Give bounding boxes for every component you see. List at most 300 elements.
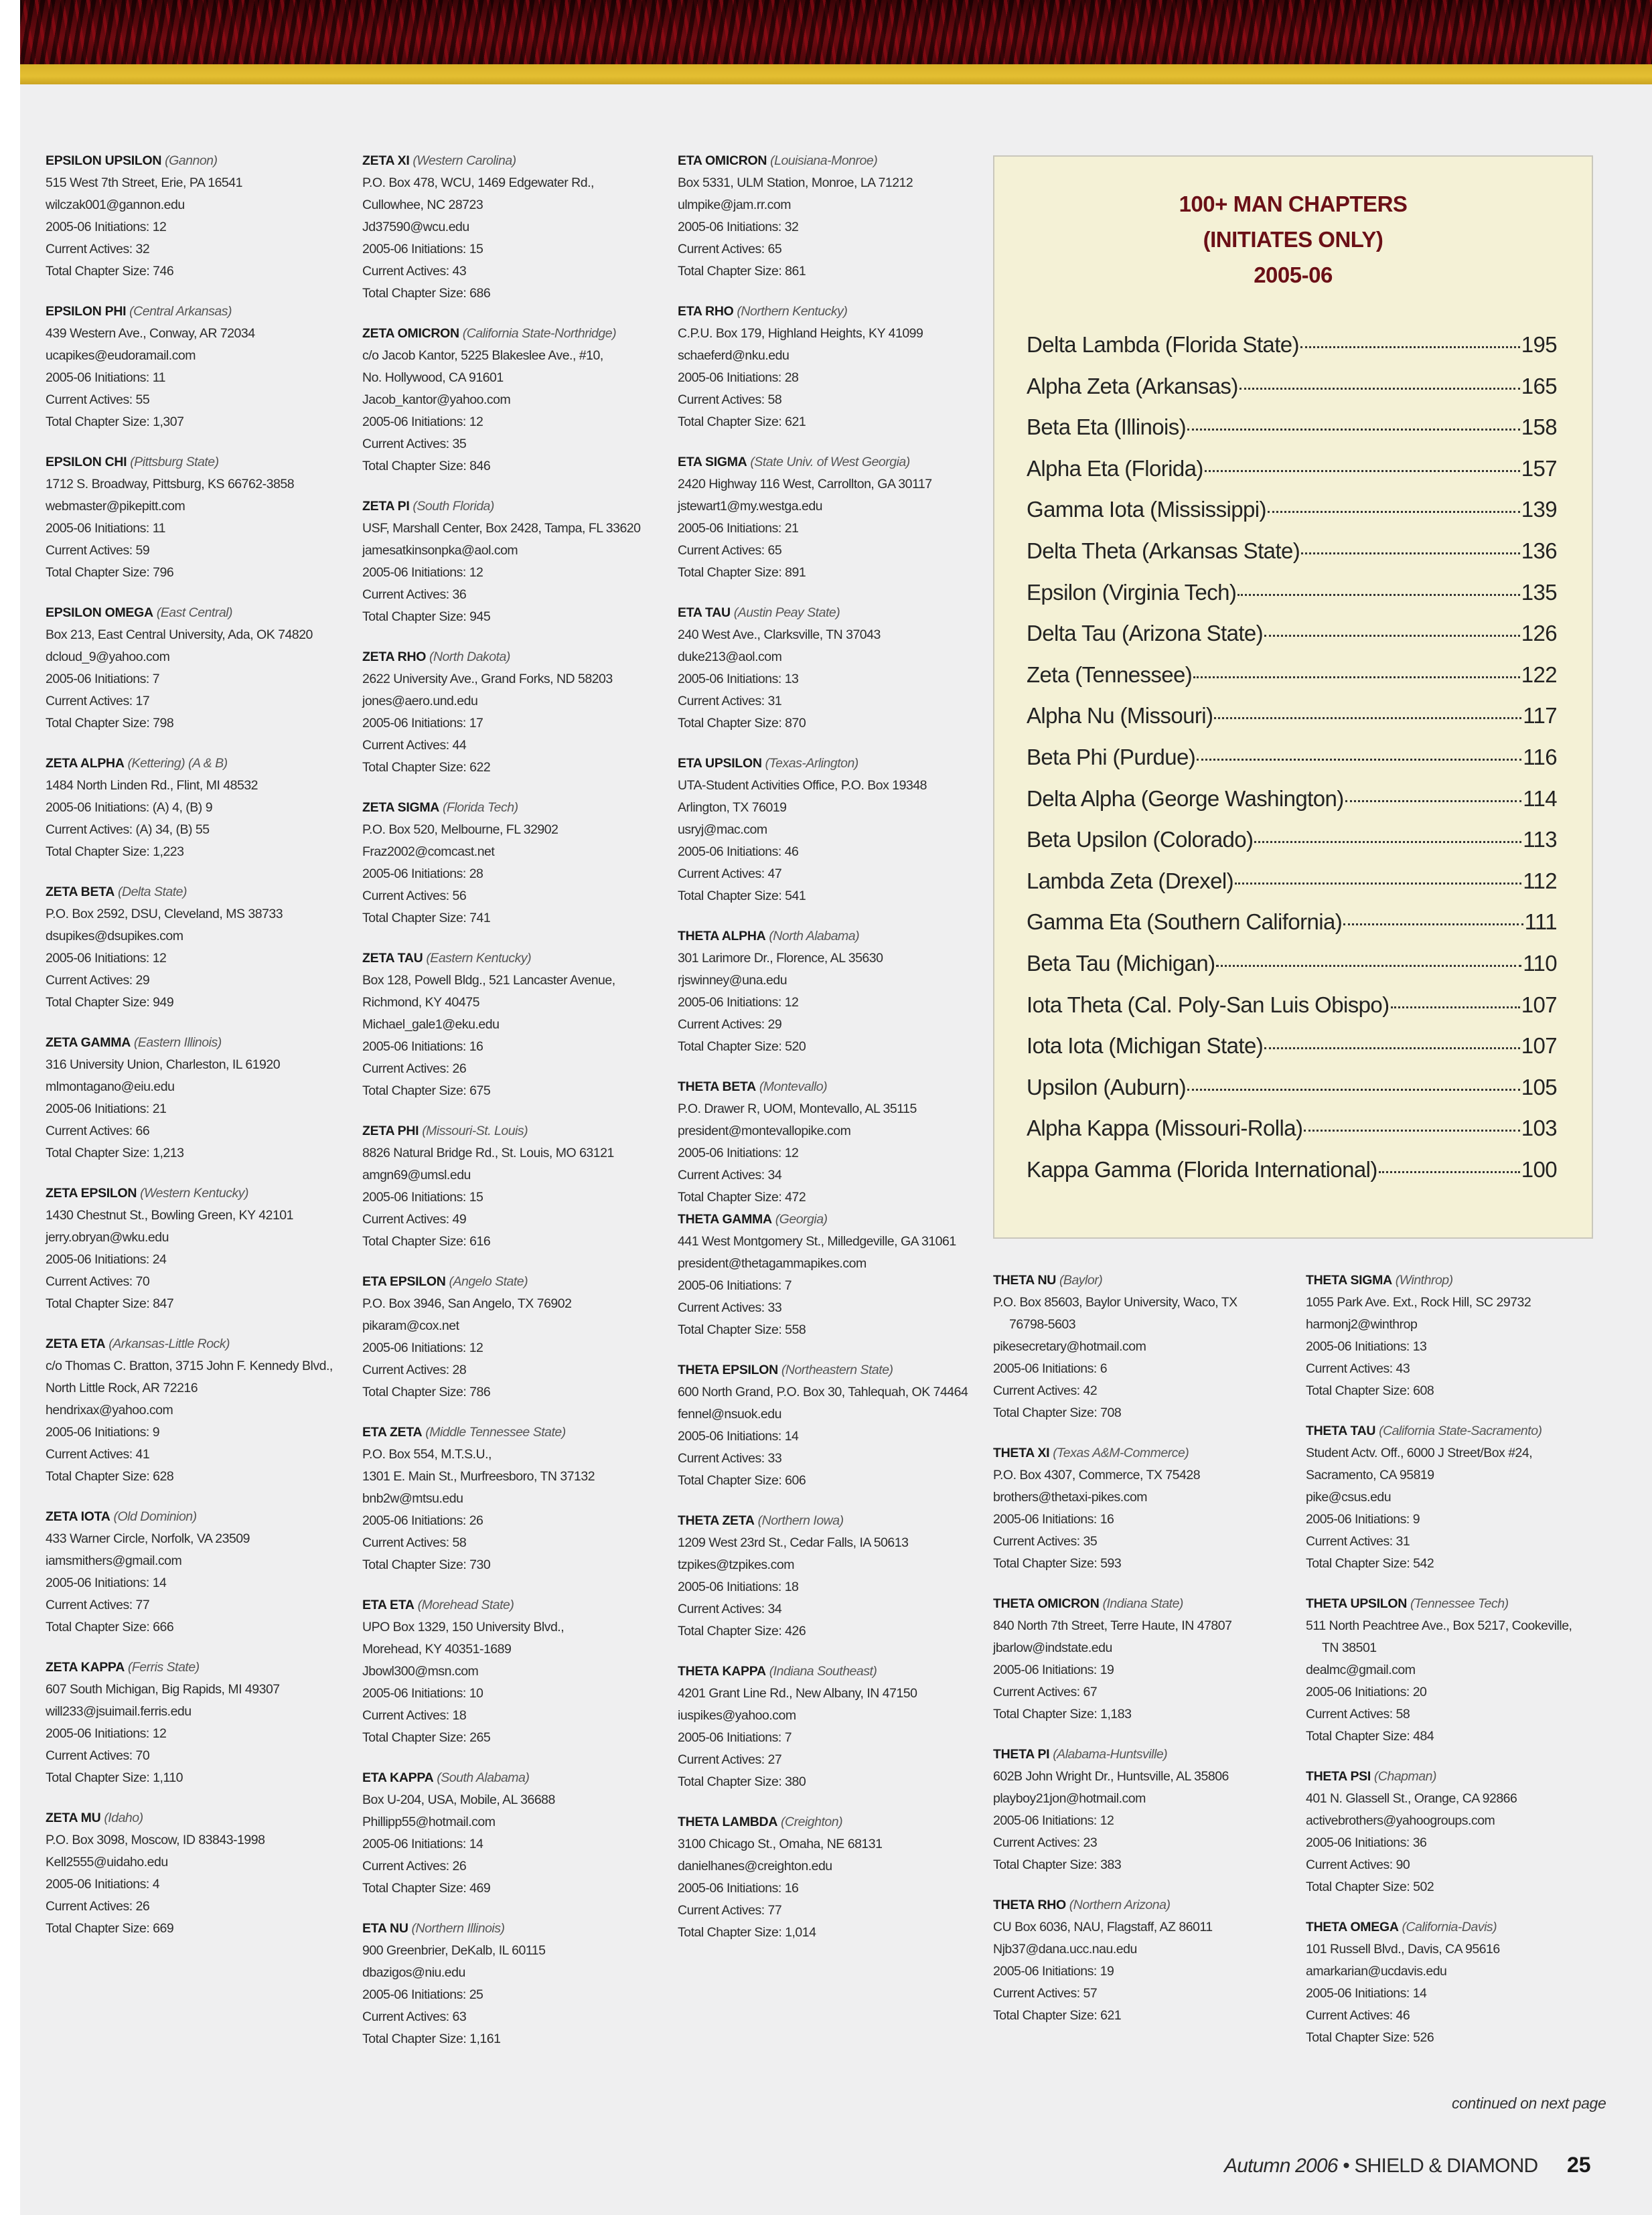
chapter-school: (Texas A&M-Commerce) bbox=[1053, 1446, 1189, 1460]
ranking-initiate-count: 136 bbox=[1521, 538, 1557, 563]
chapter-heading bbox=[362, 1422, 670, 1444]
chapter-address: TN 38501 bbox=[1322, 1640, 1377, 1655]
chapter-entry bbox=[362, 947, 670, 1102]
ranking-row bbox=[1027, 538, 1557, 580]
chapter-email[interactable]: schaeferd@nku.edu bbox=[678, 348, 790, 363]
chapter-address: CU Box 6036, NAU, Flagstaff, AZ 86011 bbox=[993, 1920, 1213, 1934]
chapter-actives: Current Actives: 49 bbox=[362, 1212, 467, 1227]
ranking-initiate-count: 195 bbox=[1521, 332, 1557, 357]
chapter-email[interactable]: bnb2w@mtsu.edu bbox=[362, 1491, 463, 1506]
dot-leader bbox=[1301, 552, 1520, 554]
chapter-email[interactable]: jstewart1@my.westga.edu bbox=[678, 499, 823, 514]
chapter-name: ZETA XI bbox=[362, 153, 410, 168]
chapter-total-size: Total Chapter Size: 666 bbox=[46, 1620, 174, 1634]
chapter-school: (Missouri-St. Louis) bbox=[422, 1124, 528, 1138]
chapter-address: P.O. Drawer R, UOM, Montevallo, AL 35115 bbox=[678, 1101, 917, 1116]
chapter-actives: Current Actives: 32 bbox=[46, 242, 150, 256]
chapter-name: ETA UPSILON bbox=[678, 756, 762, 771]
chapter-entry bbox=[1306, 1420, 1614, 1575]
chapter-name: ETA OMICRON bbox=[678, 153, 767, 168]
chapter-email[interactable]: rjswinney@una.edu bbox=[678, 973, 787, 988]
chapter-school: (Idaho) bbox=[104, 1811, 143, 1825]
ranking-chapter-name: Alpha Zeta (Arkansas) bbox=[1027, 373, 1238, 398]
footer-issue-line bbox=[1224, 2155, 1537, 2178]
chapter-email[interactable]: jamesatkinsonpka@aol.com bbox=[362, 543, 518, 558]
chapter-heading bbox=[1306, 1420, 1614, 1442]
chapter-initiations: 2005-06 Initiations: 9 bbox=[1306, 1512, 1420, 1527]
ranking-chapter-name: Iota Iota (Michigan State) bbox=[1027, 1033, 1264, 1059]
ranking-chapter-name: Delta Lambda (Florida State) bbox=[1027, 332, 1299, 357]
chapter-school: (Morehead State) bbox=[417, 1598, 514, 1612]
ranking-initiate-count: 107 bbox=[1521, 992, 1557, 1017]
chapter-heading bbox=[678, 602, 986, 624]
chapter-email[interactable]: amgn69@umsl.edu bbox=[362, 1168, 471, 1182]
ranking-row bbox=[1027, 909, 1557, 951]
chapter-total-size: Total Chapter Size: 861 bbox=[678, 264, 806, 279]
chapter-school: (East Central) bbox=[156, 605, 233, 620]
chapter-heading bbox=[46, 753, 354, 775]
dot-leader bbox=[1214, 717, 1521, 719]
chapter-name: EPSILON CHI bbox=[46, 455, 127, 469]
ranking-initiate-count: 103 bbox=[1521, 1116, 1557, 1141]
chapter-school: (Texas-Arlington) bbox=[765, 756, 858, 771]
chapter-actives: Current Actives: 26 bbox=[46, 1899, 150, 1914]
chapter-actives: Current Actives: 57 bbox=[993, 1986, 1098, 2001]
chapter-entry bbox=[1306, 1766, 1614, 1898]
chapter-initiations: 2005-06 Initiations: 28 bbox=[678, 370, 799, 385]
chapter-email[interactable]: jbarlow@indstate.edu bbox=[993, 1640, 1112, 1655]
chapter-email[interactable]: Kell2555@uidaho.edu bbox=[46, 1855, 168, 1869]
chapter-heading bbox=[678, 1510, 986, 1532]
chapter-heading bbox=[362, 150, 670, 172]
sidebar-title-line: (INITIATES ONLY) bbox=[1203, 227, 1383, 252]
chapter-initiations: 2005-06 Initiations: (A) 4, (B) 9 bbox=[46, 800, 213, 815]
chapter-entry bbox=[678, 1661, 986, 1793]
chapter-entry bbox=[678, 451, 986, 584]
chapter-school: (South Alabama) bbox=[437, 1770, 530, 1785]
ranking-row bbox=[1027, 580, 1557, 621]
chapter-initiations: 2005-06 Initiations: 24 bbox=[46, 1252, 167, 1267]
chapter-actives: Current Actives: 33 bbox=[678, 1300, 782, 1315]
chapter-entry bbox=[46, 301, 354, 433]
chapter-total-size: Total Chapter Size: 383 bbox=[993, 1857, 1122, 1872]
chapter-address: 515 West 7th Street, Erie, PA 16541 bbox=[46, 175, 242, 190]
chapter-address: 2420 Highway 116 West, Carrollton, GA 30117 bbox=[678, 477, 932, 491]
chapter-initiations: 2005-06 Initiations: 28 bbox=[362, 866, 483, 881]
chapter-address: Sacramento, CA 95819 bbox=[1306, 1468, 1434, 1482]
chapter-name: THETA OMICRON bbox=[993, 1596, 1100, 1611]
chapter-school: (Chapman) bbox=[1373, 1769, 1436, 1784]
chapter-total-size: Total Chapter Size: 616 bbox=[362, 1234, 491, 1249]
chapter-total-size: Total Chapter Size: 1,307 bbox=[46, 414, 184, 429]
chapter-email[interactable]: pikaram@cox.net bbox=[362, 1318, 459, 1333]
chapter-email[interactable]: danielhanes@creighton.edu bbox=[678, 1859, 832, 1874]
chapter-name: ZETA MU bbox=[46, 1811, 101, 1825]
chapter-initiations: 2005-06 Initiations: 21 bbox=[46, 1101, 167, 1116]
chapter-name: ZETA EPSILON bbox=[46, 1186, 137, 1201]
chapter-school: (Old Dominion) bbox=[113, 1509, 197, 1524]
chapter-total-size: Total Chapter Size: 669 bbox=[46, 1921, 174, 1936]
chapter-name: THETA NU bbox=[993, 1273, 1057, 1288]
chapter-address: USF, Marshall Center, Box 2428, Tampa, FL 33620 bbox=[362, 521, 641, 536]
chapter-heading bbox=[362, 646, 670, 668]
ranking-chapter-name: Epsilon (Virginia Tech) bbox=[1027, 579, 1237, 605]
chapter-initiations: 2005-06 Initiations: 13 bbox=[678, 672, 799, 686]
chapter-entry bbox=[1306, 1270, 1614, 1402]
chapter-name: THETA GAMMA bbox=[678, 1212, 772, 1227]
chapter-address: P.O. Box 478, WCU, 1469 Edgewater Rd., bbox=[362, 175, 594, 190]
chapter-actives: Current Actives: 70 bbox=[46, 1748, 150, 1763]
chapter-school: (Northern Iowa) bbox=[757, 1513, 844, 1528]
chapter-email[interactable]: Phillipp55@hotmail.com bbox=[362, 1815, 496, 1829]
ranking-row bbox=[1027, 1157, 1557, 1199]
chapter-total-size: Total Chapter Size: 628 bbox=[46, 1469, 174, 1484]
chapter-email[interactable]: mlmontagano@eiu.edu bbox=[46, 1079, 175, 1094]
chapter-entry bbox=[678, 602, 986, 735]
chapter-heading bbox=[46, 1182, 354, 1205]
chapter-name: ZETA KAPPA bbox=[46, 1660, 125, 1675]
chapter-school: (Central Arkansas) bbox=[129, 304, 232, 319]
chapter-heading bbox=[362, 797, 670, 819]
chapter-initiations: 2005-06 Initiations: 15 bbox=[362, 242, 483, 256]
chapter-address: 600 North Grand, P.O. Box 30, Tahlequah, OK 74464 bbox=[678, 1385, 968, 1399]
chapter-address: 602B John Wright Dr., Huntsville, AL 35806 bbox=[993, 1769, 1229, 1784]
dot-leader bbox=[1235, 883, 1521, 885]
chapter-heading bbox=[46, 150, 354, 172]
chapter-email[interactable]: Jacob_kantor@yahoo.com bbox=[362, 392, 511, 407]
chapter-email[interactable]: amarkarian@ucdavis.edu bbox=[1306, 1964, 1447, 1979]
chapter-school: (Alabama-Huntsville) bbox=[1053, 1747, 1168, 1762]
chapter-name: THETA OMEGA bbox=[1306, 1920, 1399, 1934]
ranking-chapter-name: Alpha Eta (Florida) bbox=[1027, 455, 1203, 481]
ranking-chapter-name: Beta Tau (Michigan) bbox=[1027, 950, 1215, 976]
chapter-email[interactable]: dbazigos@niu.edu bbox=[362, 1965, 465, 1980]
chapter-email[interactable]: harmonj2@winthrop bbox=[1306, 1317, 1418, 1332]
chapter-school: (North Dakota) bbox=[429, 650, 510, 664]
chapter-email[interactable]: president@thetagammapikes.com bbox=[678, 1256, 867, 1271]
chapter-initiations: 2005-06 Initiations: 11 bbox=[46, 521, 165, 536]
ranking-chapter-name: Kappa Gamma (Florida International) bbox=[1027, 1156, 1377, 1182]
chapter-address: Cullowhee, NC 28723 bbox=[362, 198, 483, 212]
chapter-address: North Little Rock, AR 72216 bbox=[46, 1381, 198, 1395]
chapter-initiations: 2005-06 Initiations: 19 bbox=[993, 1663, 1114, 1677]
chapter-actives: Current Actives: 23 bbox=[993, 1835, 1098, 1850]
dot-leader bbox=[1240, 388, 1520, 390]
chapter-entry bbox=[46, 1807, 354, 1940]
chapter-email[interactable]: dealmc@gmail.com bbox=[1306, 1663, 1416, 1677]
dot-leader bbox=[1391, 1006, 1520, 1008]
dot-leader bbox=[1264, 635, 1520, 637]
ranking-initiate-count: 135 bbox=[1521, 579, 1557, 605]
chapter-entry bbox=[46, 1182, 354, 1315]
ranking-chapter-name: Zeta (Tennessee) bbox=[1027, 662, 1193, 687]
ranking-chapter-name: Gamma Iota (Mississippi) bbox=[1027, 497, 1266, 522]
chapter-name: THETA TAU bbox=[1306, 1424, 1376, 1438]
chapter-name: THETA XI bbox=[993, 1446, 1050, 1460]
dot-leader bbox=[1379, 1171, 1520, 1173]
ranking-chapter-name: Beta Eta (Illinois) bbox=[1027, 414, 1187, 440]
chapter-school: (Florida Tech) bbox=[443, 800, 518, 815]
chapter-address: Student Actv. Off., 6000 J Street/Box #24, bbox=[1306, 1446, 1533, 1460]
chapter-actives: Current Actives: 58 bbox=[678, 392, 782, 407]
chapter-total-size: Total Chapter Size: 526 bbox=[1306, 2030, 1434, 2045]
chapter-heading bbox=[46, 1657, 354, 1679]
chapter-heading bbox=[362, 1767, 670, 1789]
chapter-actives: Current Actives: 31 bbox=[1306, 1534, 1410, 1549]
chapter-school: (Montevallo) bbox=[759, 1079, 828, 1094]
chapter-total-size: Total Chapter Size: 469 bbox=[362, 1881, 491, 1896]
chapter-school: (California State-Northridge) bbox=[462, 326, 617, 341]
chapter-total-size: Total Chapter Size: 622 bbox=[362, 760, 491, 775]
chapter-total-size: Total Chapter Size: 606 bbox=[678, 1473, 806, 1488]
chapter-entry bbox=[678, 753, 986, 907]
chapter-actives: Current Actives: 58 bbox=[1306, 1707, 1410, 1722]
chapter-address: c/o Jacob Kantor, 5225 Blakeslee Ave., #10, bbox=[362, 348, 603, 363]
sidebar-title-line: 100+ MAN CHAPTERS bbox=[1179, 192, 1408, 216]
chapter-initiations: 2005-06 Initiations: 12 bbox=[362, 1341, 483, 1355]
chapter-email[interactable]: Jd37590@wcu.edu bbox=[362, 220, 469, 234]
chapter-entry bbox=[993, 1744, 1301, 1876]
chapter-address: 316 University Union, Charleston, IL 61920 bbox=[46, 1057, 281, 1072]
chapter-email[interactable]: Jbowl300@msn.com bbox=[362, 1664, 479, 1679]
chapter-email[interactable]: brothers@thetaxi-pikes.com bbox=[993, 1490, 1148, 1505]
chapter-email[interactable]: webmaster@pikepitt.com bbox=[46, 499, 185, 514]
ranking-initiate-count: 114 bbox=[1523, 785, 1557, 811]
chapter-actives: Current Actives: 31 bbox=[678, 694, 782, 708]
chapter-name: ETA RHO bbox=[678, 304, 734, 319]
chapter-actives: Current Actives: 65 bbox=[678, 543, 782, 558]
chapter-initiations: 2005-06 Initiations: 14 bbox=[678, 1429, 799, 1444]
chapter-email[interactable]: ucapikes@eudoramail.com bbox=[46, 348, 196, 363]
chapter-entry bbox=[46, 753, 354, 863]
dot-leader bbox=[1345, 800, 1522, 802]
continued-note: continued on next page bbox=[1452, 2094, 1606, 2112]
chapter-email[interactable]: usryj@mac.com bbox=[678, 822, 767, 837]
chapter-actives: Current Actives: 26 bbox=[362, 1859, 467, 1874]
chapter-initiations: 2005-06 Initiations: 21 bbox=[678, 521, 799, 536]
chapter-email[interactable]: jerry.obryan@wku.edu bbox=[46, 1230, 169, 1245]
chapter-total-size: Total Chapter Size: 798 bbox=[46, 716, 174, 731]
chapter-actives: Current Actives: 34 bbox=[678, 1168, 782, 1182]
dot-leader bbox=[1187, 1089, 1520, 1091]
chapter-email[interactable]: will233@jsuimail.ferris.edu bbox=[46, 1704, 192, 1719]
chapter-school: (Eastern Illinois) bbox=[133, 1035, 222, 1050]
chapter-address: Box U-204, USA, Mobile, AL 36688 bbox=[362, 1792, 555, 1807]
chapter-total-size: Total Chapter Size: 945 bbox=[362, 609, 491, 624]
chapter-entry bbox=[993, 1442, 1301, 1575]
dot-leader bbox=[1216, 965, 1521, 967]
chapter-address: P.O. Box 3098, Moscow, ID 83843-1998 bbox=[46, 1833, 265, 1847]
chapter-email[interactable]: president@montevallopike.com bbox=[678, 1124, 851, 1138]
chapter-initiations: 2005-06 Initiations: 14 bbox=[1306, 1986, 1427, 2001]
chapter-school: (Georgia) bbox=[775, 1212, 828, 1227]
chapter-actives: Current Actives: 47 bbox=[678, 866, 782, 881]
chapter-school: (State Univ. of West Georgia) bbox=[750, 455, 910, 469]
chapter-school: (South Florida) bbox=[412, 499, 494, 514]
chapter-email[interactable]: jones@aero.und.edu bbox=[362, 694, 478, 708]
chapter-name: ZETA RHO bbox=[362, 650, 427, 664]
dot-leader bbox=[1304, 1130, 1519, 1132]
chapter-initiations: 2005-06 Initiations: 17 bbox=[362, 716, 483, 731]
chapter-address: 511 North Peachtree Ave., Box 5217, Cookeville, bbox=[1306, 1618, 1572, 1633]
chapter-email[interactable]: tzpikes@tzpikes.com bbox=[678, 1557, 794, 1572]
chapter-email[interactable]: playboy21jon@hotmail.com bbox=[993, 1791, 1146, 1806]
ranking-chapter-name: Delta Alpha (George Washington) bbox=[1027, 785, 1344, 811]
chapter-name: THETA ZETA bbox=[678, 1513, 755, 1528]
chapter-initiations: 2005-06 Initiations: 12 bbox=[46, 220, 167, 234]
chapter-heading bbox=[993, 1442, 1301, 1464]
ranking-initiate-count: 117 bbox=[1523, 703, 1557, 729]
chapter-actives: Current Actives: 29 bbox=[46, 973, 150, 988]
chapter-school: (Middle Tennessee State) bbox=[425, 1425, 566, 1440]
chapter-heading bbox=[362, 947, 670, 970]
chapter-total-size: Total Chapter Size: 1,110 bbox=[46, 1770, 183, 1785]
chapter-email[interactable]: dsupikes@dsupikes.com bbox=[46, 929, 183, 943]
chapter-total-size: Total Chapter Size: 708 bbox=[993, 1405, 1122, 1420]
chapter-address: Box 5331, ULM Station, Monroe, LA 71212 bbox=[678, 175, 913, 190]
chapter-total-size: Total Chapter Size: 847 bbox=[46, 1296, 174, 1311]
chapter-email[interactable]: ulmpike@jam.rr.com bbox=[678, 198, 791, 212]
chapter-name: ETA EPSILON bbox=[362, 1274, 446, 1289]
chapter-name: ZETA SIGMA bbox=[362, 800, 440, 815]
chapter-initiations: 2005-06 Initiations: 4 bbox=[46, 1877, 160, 1892]
chapter-heading bbox=[46, 301, 354, 323]
chapter-total-size: Total Chapter Size: 1,183 bbox=[993, 1707, 1132, 1722]
chapter-address: 240 West Ave., Clarksville, TN 37043 bbox=[678, 627, 881, 642]
chapter-name: THETA UPSILON bbox=[1306, 1596, 1408, 1611]
ranking-row bbox=[1027, 1075, 1557, 1116]
chapter-name: THETA KAPPA bbox=[678, 1664, 766, 1679]
chapter-initiations: 2005-06 Initiations: 12 bbox=[46, 1726, 167, 1741]
chapter-entry bbox=[678, 1811, 986, 1944]
chapter-initiations: 2005-06 Initiations: 13 bbox=[1306, 1339, 1427, 1354]
chapter-initiations: 2005-06 Initiations: 26 bbox=[362, 1513, 483, 1528]
chapter-email[interactable]: iamsmithers@gmail.com bbox=[46, 1553, 182, 1568]
ranking-row bbox=[1027, 1116, 1557, 1157]
chapter-entry bbox=[678, 1359, 986, 1492]
chapter-actives: Current Actives: 67 bbox=[993, 1685, 1098, 1699]
chapter-email[interactable]: activebrothers@yahoogroups.com bbox=[1306, 1813, 1495, 1828]
chapter-heading bbox=[46, 1333, 354, 1355]
chapter-email[interactable]: hendrixax@yahoo.com bbox=[46, 1403, 173, 1418]
chapter-address: 900 Greenbrier, DeKalb, IL 60115 bbox=[362, 1943, 546, 1958]
ranking-initiate-count: 111 bbox=[1524, 909, 1557, 935]
chapter-school: (Angelo State) bbox=[449, 1274, 528, 1289]
chapter-total-size: Total Chapter Size: 265 bbox=[362, 1730, 491, 1745]
chapter-heading bbox=[362, 1918, 670, 1940]
chapter-school: (Western Kentucky) bbox=[140, 1186, 248, 1201]
chapter-total-size: Total Chapter Size: 380 bbox=[678, 1774, 806, 1789]
header-banner bbox=[20, 0, 1652, 64]
chapter-entry bbox=[362, 1767, 670, 1900]
chapter-total-size: Total Chapter Size: 472 bbox=[678, 1190, 806, 1205]
chapter-heading bbox=[362, 495, 670, 518]
chapter-heading bbox=[1306, 1916, 1614, 1938]
ranking-initiate-count: 165 bbox=[1521, 373, 1557, 398]
ranking-chapter-name: Upsilon (Auburn) bbox=[1027, 1074, 1187, 1099]
ranking-chapter-name: Lambda Zeta (Drexel) bbox=[1027, 868, 1233, 893]
chapter-total-size: Total Chapter Size: 796 bbox=[46, 565, 174, 580]
ranking-chapter-name: Beta Phi (Purdue) bbox=[1027, 744, 1196, 769]
chapter-actives: Current Actives: 28 bbox=[362, 1363, 467, 1377]
chapter-email[interactable]: dcloud_9@yahoo.com bbox=[46, 650, 170, 664]
ranking-initiate-count: 105 bbox=[1521, 1074, 1557, 1099]
chapter-name: THETA LAMBDA bbox=[678, 1815, 778, 1829]
chapter-email[interactable]: pikesecretary@hotmail.com bbox=[993, 1339, 1146, 1354]
chapter-email[interactable]: fennel@nsuok.edu bbox=[678, 1407, 781, 1422]
chapter-address: P.O. Box 520, Melbourne, FL 32902 bbox=[362, 822, 558, 837]
100-man-chapters-box bbox=[993, 155, 1593, 1239]
chapter-initiations: 2005-06 Initiations: 14 bbox=[362, 1837, 483, 1851]
chapter-address: Richmond, KY 40475 bbox=[362, 995, 479, 1010]
chapter-address: 401 N. Glassell St., Orange, CA 92866 bbox=[1306, 1791, 1517, 1806]
chapter-total-size: Total Chapter Size: 426 bbox=[678, 1624, 806, 1638]
chapter-total-size: Total Chapter Size: 746 bbox=[46, 264, 174, 279]
chapter-total-size: Total Chapter Size: 741 bbox=[362, 911, 491, 925]
chapter-total-size: Total Chapter Size: 593 bbox=[993, 1556, 1122, 1571]
chapter-school: (Northeastern State) bbox=[781, 1363, 893, 1377]
chapter-school: (Austin Peay State) bbox=[733, 605, 840, 620]
chapter-email[interactable]: Fraz2002@comcast.net bbox=[362, 844, 495, 859]
chapter-address: 607 South Michigan, Big Rapids, MI 49307 bbox=[46, 1682, 280, 1697]
chapter-address: 1430 Chestnut St., Bowling Green, KY 42101 bbox=[46, 1208, 293, 1223]
chapter-email[interactable]: wilczak001@gannon.edu bbox=[46, 198, 185, 212]
chapter-total-size: Total Chapter Size: 1,014 bbox=[678, 1925, 816, 1940]
chapter-initiations: 2005-06 Initiations: 15 bbox=[362, 1190, 483, 1205]
chapter-entry bbox=[46, 602, 354, 735]
ranking-initiate-count: 110 bbox=[1523, 950, 1557, 976]
chapter-name: ZETA GAMMA bbox=[46, 1035, 131, 1050]
chapter-email[interactable]: pike@csus.edu bbox=[1306, 1490, 1392, 1505]
chapter-total-size: Total Chapter Size: 846 bbox=[362, 459, 491, 473]
chapter-heading bbox=[678, 1661, 986, 1683]
chapter-address: 1301 E. Main St., Murfreesboro, TN 37132 bbox=[362, 1469, 595, 1484]
chapter-actives: Current Actives: 33 bbox=[678, 1451, 782, 1466]
chapter-school: (Kettering) (A & B) bbox=[127, 756, 228, 771]
chapter-entry bbox=[46, 881, 354, 1014]
ranking-initiate-count: 157 bbox=[1521, 455, 1557, 481]
chapter-email[interactable]: iuspikes@yahoo.com bbox=[678, 1708, 796, 1723]
chapter-email[interactable]: Njb37@dana.ucc.nau.edu bbox=[993, 1942, 1137, 1957]
chapter-heading bbox=[993, 1894, 1301, 1916]
chapter-entry bbox=[1306, 1916, 1614, 2049]
chapter-school: (Baylor) bbox=[1059, 1273, 1103, 1288]
chapter-heading bbox=[46, 881, 354, 903]
ranking-chapter-name: Delta Tau (Arizona State) bbox=[1027, 621, 1264, 646]
chapter-heading bbox=[678, 301, 986, 323]
chapter-column-1 bbox=[46, 150, 354, 1958]
dot-leader bbox=[1237, 594, 1519, 596]
chapter-heading bbox=[1306, 1593, 1614, 1615]
chapter-address: 433 Warner Circle, Norfolk, VA 23509 bbox=[46, 1531, 250, 1546]
chapter-heading bbox=[678, 1359, 986, 1381]
chapter-total-size: Total Chapter Size: 786 bbox=[362, 1385, 491, 1399]
ranking-chapter-name: Beta Upsilon (Colorado) bbox=[1027, 827, 1254, 852]
chapter-email[interactable]: duke213@aol.com bbox=[678, 650, 782, 664]
dot-leader bbox=[1300, 346, 1520, 348]
chapter-initiations: 2005-06 Initiations: 32 bbox=[678, 220, 799, 234]
chapter-column-4 bbox=[993, 1270, 1301, 2045]
chapter-total-size: Total Chapter Size: 502 bbox=[1306, 1880, 1434, 1894]
dot-leader bbox=[1268, 511, 1520, 513]
chapter-heading bbox=[46, 602, 354, 624]
chapter-entry bbox=[678, 1076, 986, 1209]
chapter-total-size: Total Chapter Size: 542 bbox=[1306, 1556, 1434, 1571]
chapter-name: ETA KAPPA bbox=[362, 1770, 434, 1785]
chapter-name: ZETA BETA bbox=[46, 885, 115, 899]
chapter-actives: Current Actives: 56 bbox=[362, 889, 467, 903]
chapter-email[interactable]: Michael_gale1@eku.edu bbox=[362, 1017, 500, 1032]
